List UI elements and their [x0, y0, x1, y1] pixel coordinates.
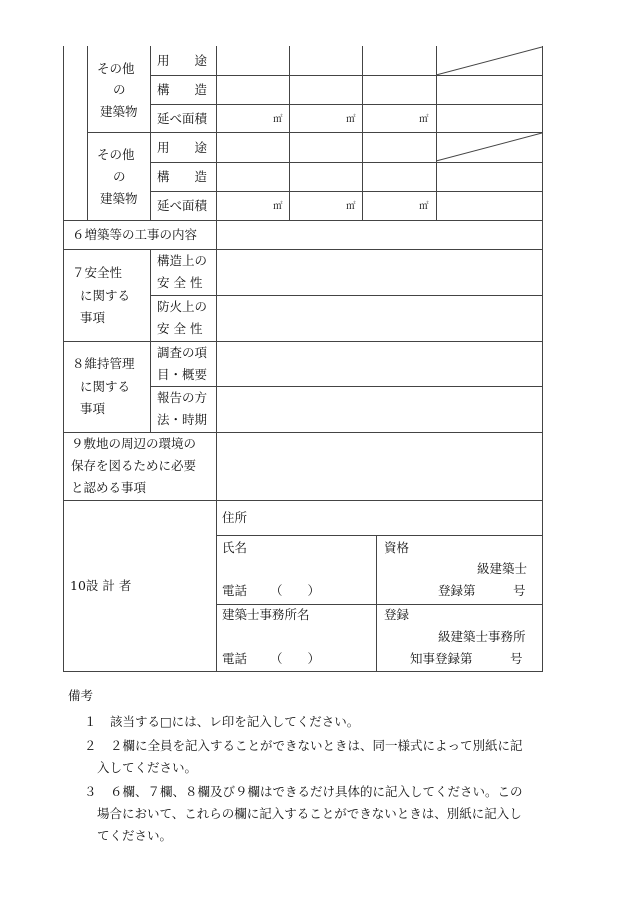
group-label-line: その他 [97, 147, 135, 162]
notes-title: 備考 [68, 688, 94, 703]
row8-label-line: 事項 [80, 401, 106, 416]
phone-area-code: （ ） [270, 651, 321, 666]
row7-label-line: に関する [80, 288, 131, 303]
name-label: 氏名 [222, 540, 248, 555]
diagonal-slash [436, 46, 542, 76]
governor-registration-label: 知事登録第 号 [410, 651, 523, 666]
floor-area-label: 延べ面積 [157, 111, 208, 126]
group-label-line: その他 [97, 61, 135, 76]
note-number: １ [84, 714, 97, 729]
architect-class-label: 級建築士 [477, 561, 528, 576]
office-name-label: 建築士事務所名 [222, 607, 310, 622]
area-unit: ㎡ [346, 201, 356, 212]
report-method-label: 報告の方 [157, 390, 208, 405]
report-method-label: 法・時期 [157, 412, 208, 427]
row7-label-line: ７安全性 [72, 265, 123, 280]
structural-safety-label: 構造上の [157, 253, 208, 268]
note-number: ３ [84, 784, 97, 799]
qualification-label: 資格 [384, 540, 410, 555]
note-text: 場合において、これらの欄に記入することができないときは、別紙に記入し [97, 806, 522, 821]
row6-content-field[interactable] [218, 222, 540, 248]
row9-label-line: と認める事項 [71, 480, 147, 495]
area-unit: ㎡ [273, 201, 283, 212]
phone-label: 電話 [222, 583, 248, 598]
survey-items-label: 調査の項 [157, 345, 208, 360]
row8-label-line: に関する [80, 379, 131, 394]
area-unit: ㎡ [346, 114, 356, 125]
fire-safety-label: 安 全 性 [157, 321, 203, 336]
registration-label: 登録 [384, 607, 410, 622]
group-label-line: の [113, 169, 126, 184]
note-number: ２ [84, 738, 97, 753]
row8-label-line: ８維持管理 [72, 356, 135, 371]
structural-safety-label: 安 全 性 [157, 275, 203, 290]
group-label-line: の [113, 82, 126, 97]
group-label-line: 建築物 [100, 104, 138, 119]
row7-label-line: 事項 [80, 310, 106, 325]
address-label: 住所 [222, 510, 248, 525]
office-class-label: 級建築士事務所 [438, 629, 526, 644]
diagonal-slash [436, 132, 542, 162]
survey-items-label: 目・概要 [157, 367, 208, 382]
row9-label-line: 保存を図るために必要 [71, 458, 197, 473]
note-text: ２欄に全員を記入することができないときは、同一様式によって別紙に記 [110, 738, 523, 753]
use-label: 用 途 [157, 140, 208, 155]
note-text: 該当する□には、レ印を記入してください。 [110, 714, 360, 729]
note-text: ６欄、７欄、８欄及び９欄はできるだけ具体的に記入してください。この [110, 784, 523, 799]
area-unit: ㎡ [273, 114, 283, 125]
note-text: てください。 [97, 828, 173, 843]
area-unit: ㎡ [419, 114, 429, 125]
floor-area-label: 延べ面積 [157, 198, 208, 213]
row9-label-line: ９敷地の周辺の環境の [71, 436, 197, 451]
registration-number-label: 登録第 号 [438, 583, 526, 598]
group-label-line: 建築物 [100, 191, 138, 206]
phone-label: 電話 [222, 651, 248, 666]
phone-area-code: （ ） [270, 583, 321, 598]
use-label: 用 途 [157, 53, 208, 68]
structure-label: 構 造 [157, 169, 208, 184]
structure-label: 構 造 [157, 82, 208, 97]
row6-label: ６増築等の工事の内容 [72, 227, 198, 242]
note-text: 入してください。 [97, 760, 198, 775]
fire-safety-label: 防火上の [157, 299, 208, 314]
designer-label: 10設 計 者 [70, 578, 132, 593]
area-unit: ㎡ [419, 201, 429, 212]
